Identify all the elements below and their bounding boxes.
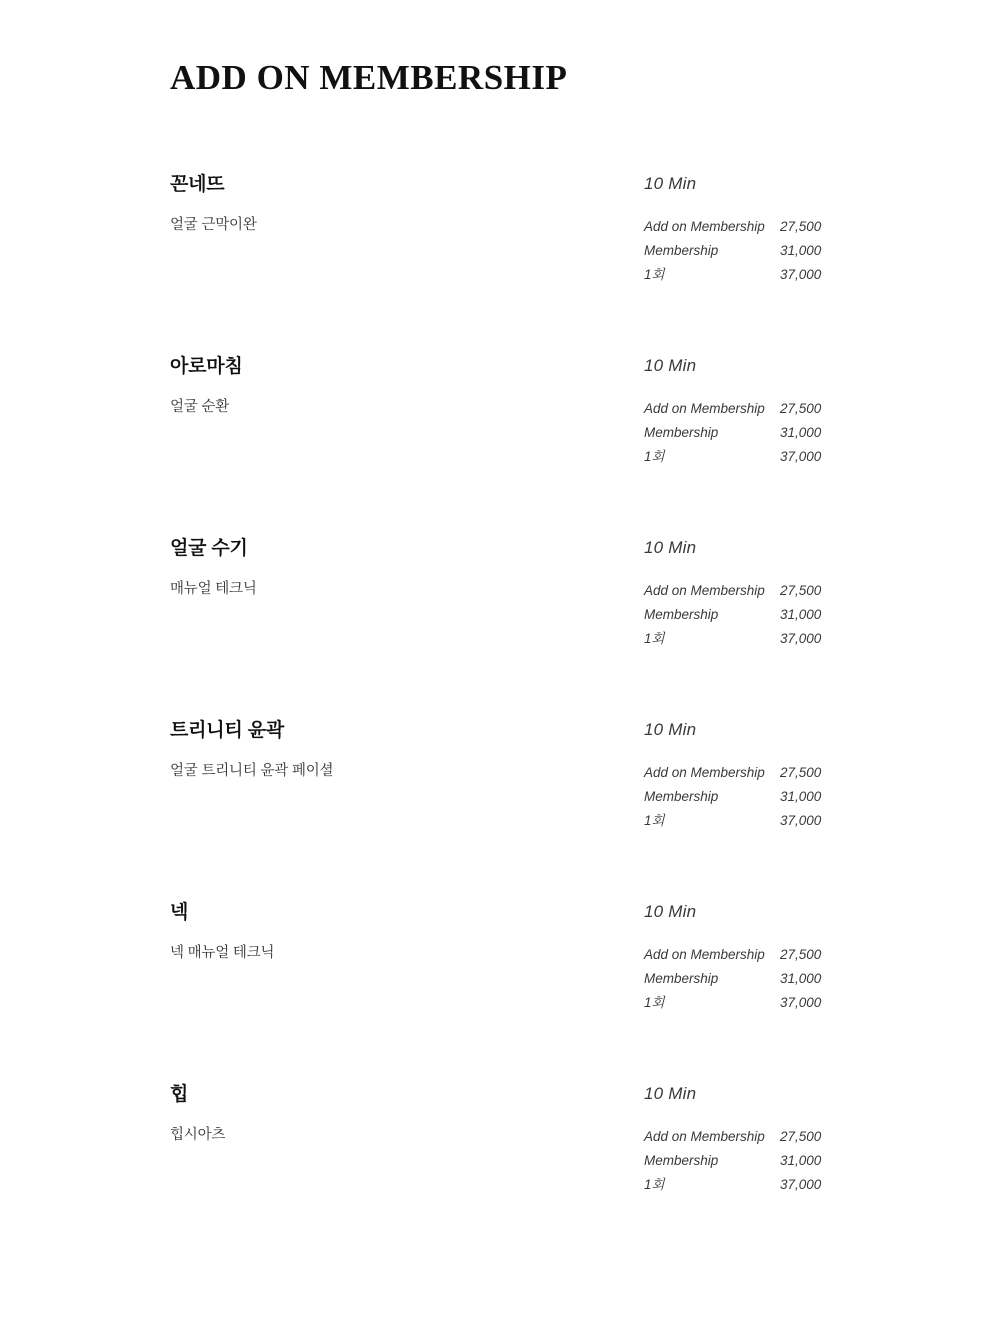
price-table xyxy=(644,215,834,287)
price-label-membership: Membership xyxy=(644,607,719,622)
menu-item xyxy=(0,718,1000,900)
menu-item-description: 힙시아츠 xyxy=(170,1127,226,1143)
page-title: ADD ON MEMBERSHIP xyxy=(170,58,568,97)
price-label-single: 1회 xyxy=(644,631,665,646)
price-label-addon: Add on Membership xyxy=(644,583,765,598)
menu-item-pricing xyxy=(644,1082,904,1197)
price-row xyxy=(644,1173,834,1197)
price-row xyxy=(644,1125,834,1149)
menu-item xyxy=(0,1082,1000,1264)
menu-item-name: 꼰네뜨 xyxy=(170,174,225,195)
price-value-single: 37,000 xyxy=(780,813,822,828)
price-label-single: 1회 xyxy=(644,1177,665,1192)
menu-item-duration: 10 Min xyxy=(644,174,697,193)
price-row xyxy=(644,603,834,627)
price-table xyxy=(644,1125,834,1197)
menu-item-info xyxy=(170,900,590,963)
price-value-addon: 27,500 xyxy=(780,765,822,780)
menu-item-duration: 10 Min xyxy=(644,1084,697,1103)
price-value-addon: 27,500 xyxy=(780,947,822,962)
price-row xyxy=(644,263,834,287)
price-label-single: 1회 xyxy=(644,449,665,464)
menu-item-duration: 10 Min xyxy=(644,902,697,921)
menu-item-name: 트리니티 윤곽 xyxy=(170,720,285,741)
price-value-membership: 31,000 xyxy=(780,1153,822,1168)
price-value-single: 37,000 xyxy=(780,1177,822,1192)
menu-item-name: 얼굴 수기 xyxy=(170,538,248,559)
price-label-addon: Add on Membership xyxy=(644,947,765,962)
menu-item-description: 매뉴얼 테크닉 xyxy=(170,581,257,597)
menu-item-pricing xyxy=(644,718,904,833)
menu-item-info xyxy=(170,1082,590,1145)
price-row xyxy=(644,627,834,651)
price-row xyxy=(644,967,834,991)
price-label-addon: Add on Membership xyxy=(644,401,765,416)
price-table xyxy=(644,943,834,1015)
menu-item-pricing xyxy=(644,172,904,287)
price-table xyxy=(644,397,834,469)
price-row xyxy=(644,445,834,469)
menu-item-pricing xyxy=(644,900,904,1015)
menu-item-description: 넥 매뉴얼 테크닉 xyxy=(170,945,275,961)
price-label-addon: Add on Membership xyxy=(644,765,765,780)
menu-item-info xyxy=(170,354,590,417)
price-label-single: 1회 xyxy=(644,267,665,282)
menu-item-name: 아로마침 xyxy=(170,356,243,377)
price-value-membership: 31,000 xyxy=(780,607,822,622)
price-value-addon: 27,500 xyxy=(780,219,822,234)
price-label-addon: Add on Membership xyxy=(644,1129,765,1144)
price-value-single: 37,000 xyxy=(780,631,822,646)
menu-item xyxy=(0,354,1000,536)
menu-item xyxy=(0,536,1000,718)
price-row xyxy=(644,239,834,263)
menu-item-duration: 10 Min xyxy=(644,538,697,557)
price-row xyxy=(644,397,834,421)
price-label-membership: Membership xyxy=(644,789,719,804)
price-row xyxy=(644,1149,834,1173)
menu-item-list xyxy=(0,172,1000,1264)
price-row xyxy=(644,943,834,967)
price-value-membership: 31,000 xyxy=(780,789,822,804)
price-value-membership: 31,000 xyxy=(780,243,822,258)
menu-item-name: 넥 xyxy=(170,902,189,923)
price-label-single: 1회 xyxy=(644,995,665,1010)
price-value-single: 37,000 xyxy=(780,267,822,282)
price-label-membership: Membership xyxy=(644,1153,719,1168)
price-value-addon: 27,500 xyxy=(780,1129,822,1144)
menu-item-duration: 10 Min xyxy=(644,720,697,739)
price-value-single: 37,000 xyxy=(780,449,822,464)
price-row xyxy=(644,785,834,809)
price-row xyxy=(644,761,834,785)
menu-item-name: 힙 xyxy=(170,1084,189,1105)
price-label-addon: Add on Membership xyxy=(644,219,765,234)
price-table xyxy=(644,761,834,833)
menu-item-pricing xyxy=(644,536,904,651)
menu-item-pricing xyxy=(644,354,904,469)
menu-item-description: 얼굴 순환 xyxy=(170,399,230,415)
price-value-membership: 31,000 xyxy=(780,971,822,986)
price-value-addon: 27,500 xyxy=(780,401,822,416)
menu-item xyxy=(0,900,1000,1082)
price-row xyxy=(644,421,834,445)
menu-item-description: 얼굴 트리니티 윤곽 페이셜 xyxy=(170,763,334,779)
price-label-single: 1회 xyxy=(644,813,665,828)
price-value-addon: 27,500 xyxy=(780,583,822,598)
price-label-membership: Membership xyxy=(644,971,719,986)
price-row xyxy=(644,215,834,239)
price-row xyxy=(644,991,834,1015)
price-value-single: 37,000 xyxy=(780,995,822,1010)
price-row xyxy=(644,579,834,603)
menu-item-duration: 10 Min xyxy=(644,356,697,375)
menu-item-info xyxy=(170,718,590,781)
menu-item-info xyxy=(170,536,590,599)
price-table xyxy=(644,579,834,651)
menu-item xyxy=(0,172,1000,354)
price-row xyxy=(644,809,834,833)
menu-item-info xyxy=(170,172,590,235)
price-label-membership: Membership xyxy=(644,425,719,440)
menu-item-description: 얼굴 근막이완 xyxy=(170,217,257,233)
price-value-membership: 31,000 xyxy=(780,425,822,440)
price-label-membership: Membership xyxy=(644,243,719,258)
